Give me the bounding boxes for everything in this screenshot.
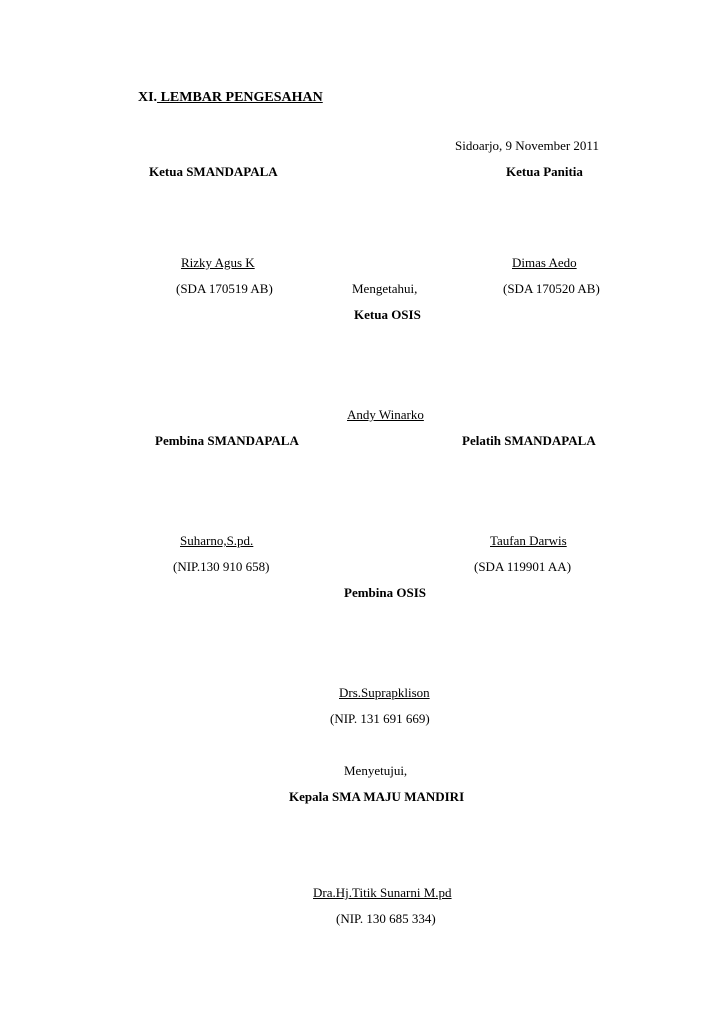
section-heading <box>138 90 323 106</box>
ketua-panitia-name: Dimas Aedo <box>512 255 577 270</box>
section-number: XI. <box>138 90 158 105</box>
pembina-osis-name: Drs.Suprapklison <box>339 685 430 700</box>
ketua-panitia-id: (SDA 170520 AB) <box>503 281 600 296</box>
ketua-smandapala-name: Rizky Agus K <box>181 255 255 270</box>
pembina-osis-id: (NIP. 131 691 669) <box>330 711 430 726</box>
ketua-panitia-role: Ketua Panitia <box>506 164 583 179</box>
menyetujui-label: Menyetujui, <box>344 763 408 778</box>
ketua-osis-name: Andy Winarko <box>347 407 424 422</box>
ketua-smandapala-id: (SDA 170519 AB) <box>176 281 273 296</box>
pembina-smandapala-name: Suharno,S.pd. <box>180 533 254 548</box>
pelatih-smandapala-name: Taufan Darwis <box>490 533 567 548</box>
pembina-smandapala-role: Pembina SMANDAPALA <box>155 433 299 448</box>
pembina-smandapala-id: (NIP.130 910 658) <box>173 559 270 574</box>
kepala-sekolah-name: Dra.Hj.Titik Sunarni M.pd <box>313 885 452 900</box>
place-date: Sidoarjo, 9 November 2011 <box>455 138 599 153</box>
ketua-osis-role: Ketua OSIS <box>354 307 421 322</box>
mengetahui-label: Mengetahui, <box>352 281 418 296</box>
section-title: LEMBAR PENGESAHAN <box>157 90 323 105</box>
pelatih-smandapala-id: (SDA 119901 AA) <box>474 559 572 574</box>
ketua-smandapala-role: Ketua SMANDAPALA <box>149 164 278 179</box>
kepala-sekolah-id: (NIP. 130 685 334) <box>336 911 436 926</box>
pembina-osis-role: Pembina OSIS <box>344 585 426 600</box>
pelatih-smandapala-role: Pelatih SMANDAPALA <box>462 433 596 448</box>
kepala-sekolah-role: Kepala SMA MAJU MANDIRI <box>289 789 465 804</box>
